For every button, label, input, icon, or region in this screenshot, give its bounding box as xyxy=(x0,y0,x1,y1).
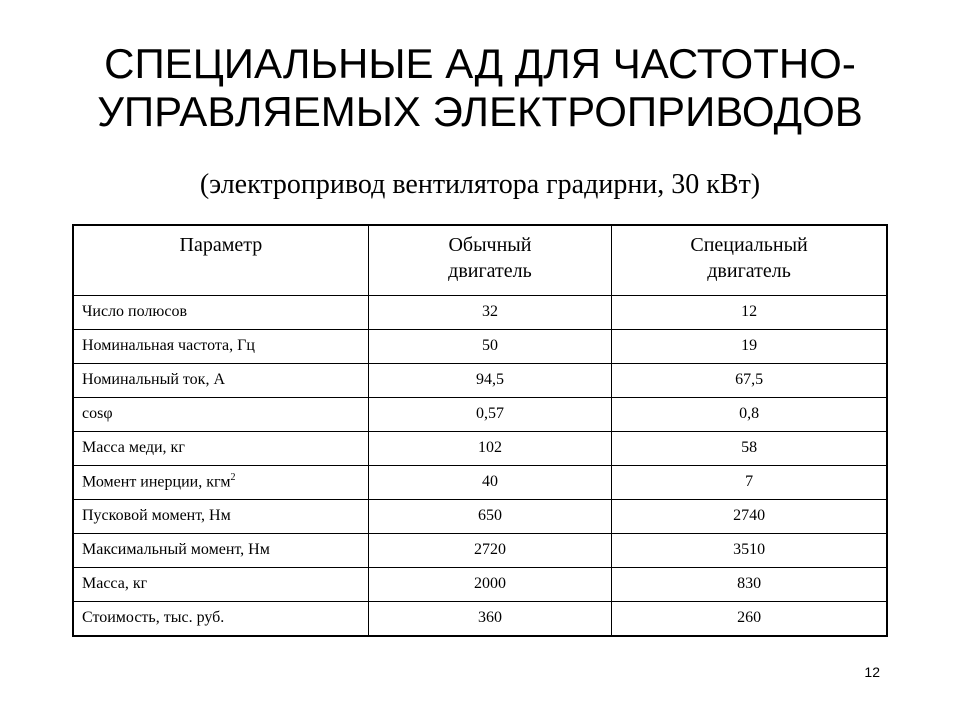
header-special-motor-line-2: двигатель xyxy=(707,260,791,282)
param-name-text: cosφ xyxy=(82,405,113,422)
param-name-text: Масса меди, кг xyxy=(82,439,185,456)
page-number: 12 xyxy=(864,664,880,680)
param-name-text: Номинальная частота, Гц xyxy=(82,337,255,354)
param-superscript: 2 xyxy=(230,472,236,484)
special-value: 58 xyxy=(612,431,887,465)
table-row xyxy=(73,329,887,363)
param-name-text: Масса, кг xyxy=(82,575,148,592)
table-row xyxy=(73,533,887,567)
header-regular-motor xyxy=(368,225,611,295)
param-name xyxy=(73,465,368,499)
regular-value: 94,5 xyxy=(368,363,611,397)
header-parameter xyxy=(73,225,368,295)
slide-subtitle: (электропривод вентилятора градирни, 30 кВт) xyxy=(199,169,761,200)
header-regular-motor-line-2: двигатель xyxy=(448,260,532,282)
table-row xyxy=(73,465,887,499)
slide-title-line-1: СПЕЦИАЛЬНЫЕ АД ДЛЯ ЧАСТОТНО- xyxy=(104,40,856,87)
header-regular-motor-line-1: Обычный xyxy=(448,234,532,256)
param-name xyxy=(73,567,368,601)
param-name-text: Момент инерции, кгм xyxy=(82,473,231,491)
table-row xyxy=(73,499,887,533)
special-value: 3510 xyxy=(612,533,887,567)
regular-value: 50 xyxy=(368,329,611,363)
table-row xyxy=(73,567,887,601)
slide-title-line-2: УПРАВЛЯЕМЫХ ЭЛЕКТРОПРИВОДОВ xyxy=(97,88,863,135)
param-name xyxy=(73,499,368,533)
special-value: 67,5 xyxy=(612,363,887,397)
table-row xyxy=(73,397,887,431)
table-row xyxy=(73,363,887,397)
param-name-text: Стоимость, тыс. руб. xyxy=(82,609,225,626)
regular-value: 40 xyxy=(368,465,611,499)
param-name-text: Число полюсов xyxy=(82,303,187,320)
table-header-row xyxy=(73,225,887,295)
table-row xyxy=(73,601,887,636)
table-row xyxy=(73,431,887,465)
special-value: 12 xyxy=(612,295,887,329)
param-name xyxy=(73,431,368,465)
param-name-text: Пусковой момент, Нм xyxy=(82,507,231,524)
header-parameter-line-1: Параметр xyxy=(179,234,263,256)
header-special-motor xyxy=(612,225,887,295)
param-name xyxy=(73,363,368,397)
param-name xyxy=(73,329,368,363)
special-value: 260 xyxy=(612,601,887,636)
table-row xyxy=(73,295,887,329)
regular-value: 360 xyxy=(368,601,611,636)
regular-value: 650 xyxy=(368,499,611,533)
regular-value: 102 xyxy=(368,431,611,465)
header-special-motor-line-1: Специальный xyxy=(690,234,808,256)
special-value: 0,8 xyxy=(612,397,887,431)
param-name xyxy=(73,601,368,636)
param-name-text: Номинальный ток, А xyxy=(82,371,226,388)
regular-value: 2000 xyxy=(368,567,611,601)
param-name-text: Максимальный момент, Нм xyxy=(82,541,270,558)
special-value: 2740 xyxy=(612,499,887,533)
special-value: 19 xyxy=(612,329,887,363)
param-name xyxy=(73,533,368,567)
param-name xyxy=(73,397,368,431)
special-value: 830 xyxy=(612,567,887,601)
regular-value: 0,57 xyxy=(368,397,611,431)
regular-value: 2720 xyxy=(368,533,611,567)
parameters-table xyxy=(72,224,888,637)
param-name xyxy=(73,295,368,329)
slide-title xyxy=(0,40,960,136)
regular-value: 32 xyxy=(368,295,611,329)
special-value: 7 xyxy=(612,465,887,499)
